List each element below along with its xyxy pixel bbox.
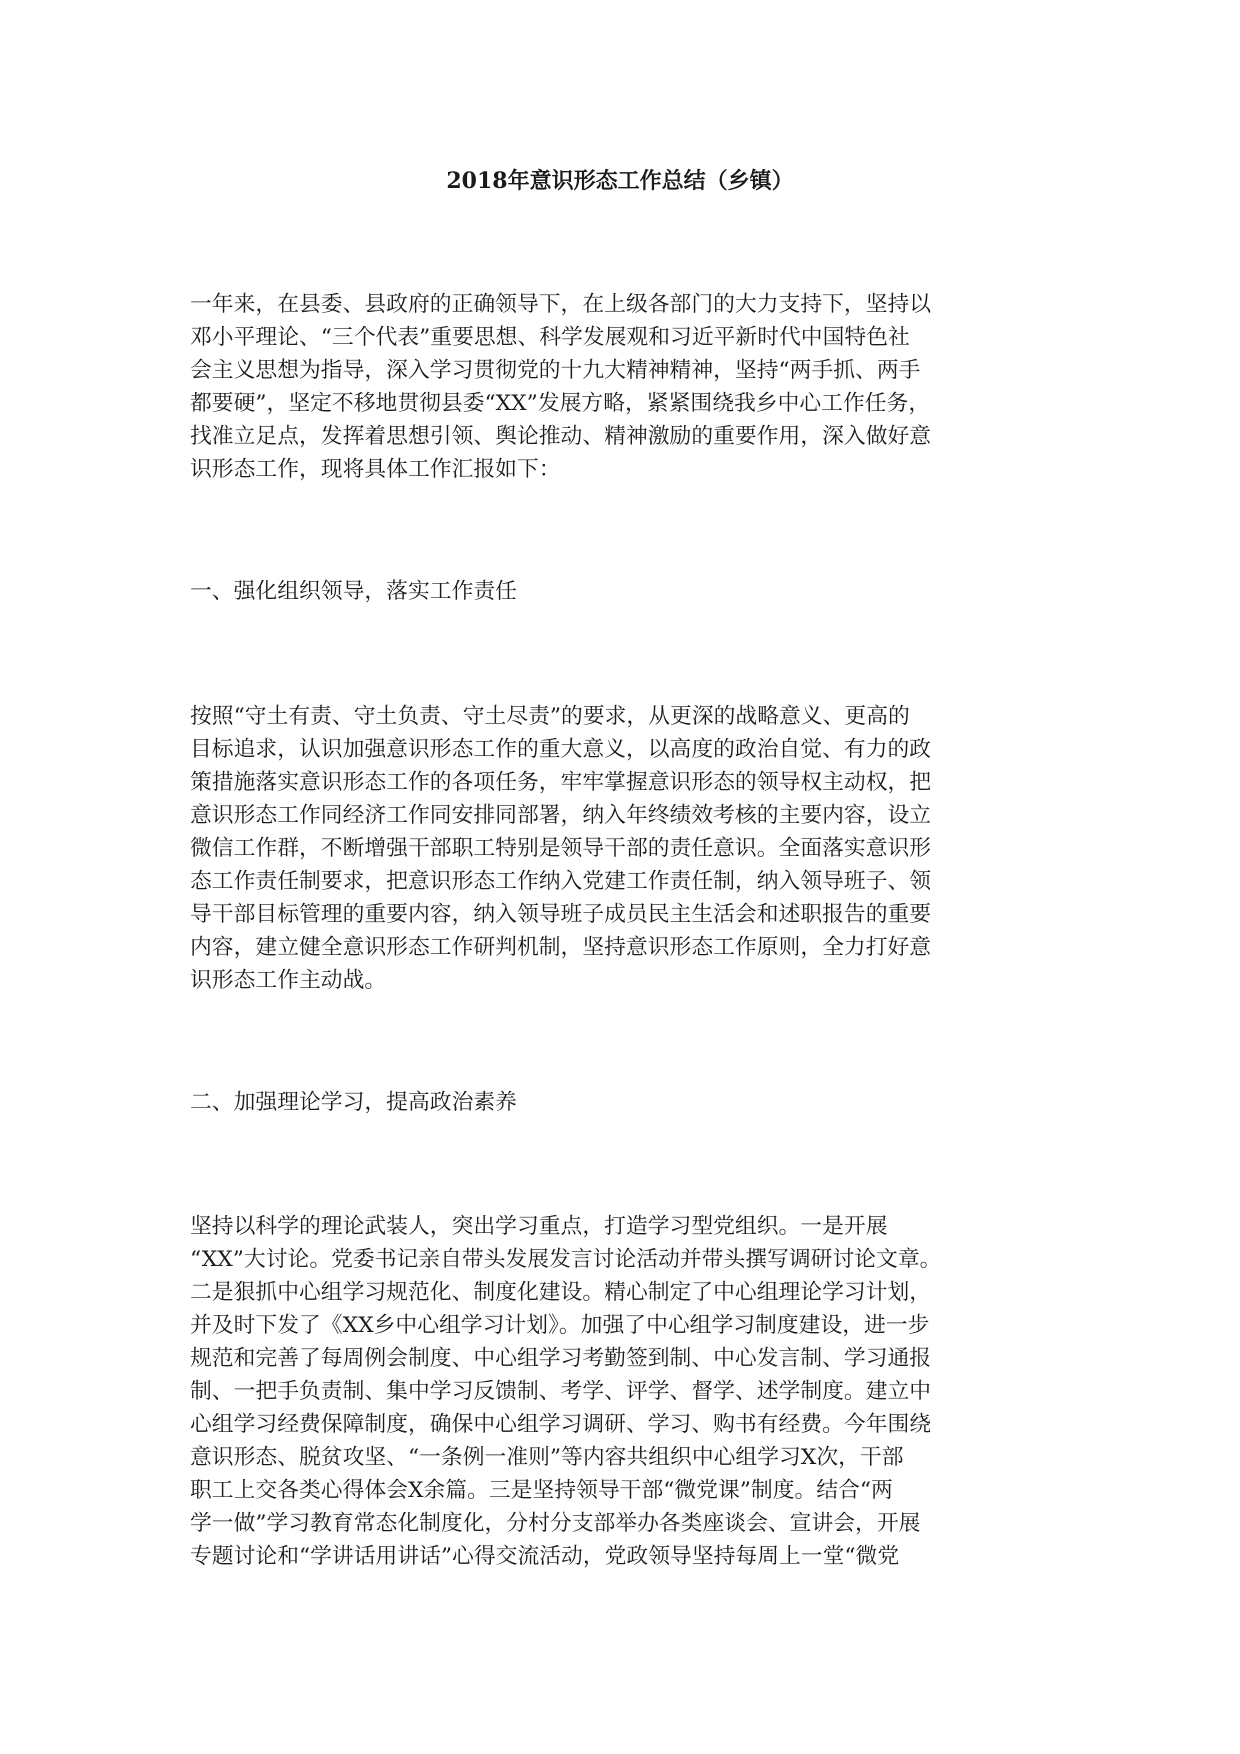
section1-line: 意识形态工作同经济工作同安排同部署，纳入年终绩效考核的主要内容，设立: [190, 803, 932, 828]
section1-line: 内容，建立健全意识形态工作研判机制，坚持意识形态工作原则，全力打好意: [190, 935, 932, 960]
section2-line: 职工上交各类心得体会X余篇。三是坚持领导干部“微党课”制度。结合“两: [190, 1478, 893, 1503]
document-title: 2018年意识形态工作总结（乡镇）: [446, 168, 794, 194]
section1-line: 目标追求，认识加强意识形态工作的重大意义，以高度的政治自觉、有力的政: [190, 737, 932, 762]
section1-paragraph: [190, 700, 1070, 997]
intro-paragraph: [190, 288, 1070, 486]
intro-line: 会主义思想为指导，深入学习贯彻党的十九大精神精神，坚持“两手抓、两手: [190, 358, 921, 383]
section1-line: 微信工作群，不断增强干部职工特别是领导干部的责任意识。全面落实意识形: [190, 836, 932, 861]
section-heading-1: 一、强化组织领导，落实工作责任: [190, 579, 517, 604]
section2-line: 专题讨论和“学讲话用讲话”心得交流活动，党政领导坚持每周上一堂“微党: [190, 1544, 900, 1569]
section1-line: 策措施落实意识形态工作的各项任务，牢牢掌握意识形态的领导权主动权，把: [190, 770, 932, 795]
section2-paragraph: [190, 1210, 1070, 1573]
section2-line: 并及时下发了《XX乡中心组学习计划》。加强了中心组学习制度建设，进一步: [190, 1313, 930, 1338]
intro-line: 都要硬”，坚定不移地贯彻县委“XX”发展方略，紧紧围绕我乡中心工作任务，: [190, 391, 931, 416]
section2-line: 规范和完善了每周例会制度、中心组学习考勤签到制、中心发言制、学习通报: [190, 1346, 932, 1371]
section2-line: 制、一把手负责制、集中学习反馈制、考学、评学、督学、述学制度。建立中: [190, 1379, 932, 1404]
intro-line: 邓小平理论、“三个代表”重要思想、科学发展观和习近平新时代中国特色社: [190, 325, 910, 350]
section1-line: 识形态工作主动战。: [190, 968, 387, 993]
section-heading-2: 二、加强理论学习，提高政治素养: [190, 1090, 517, 1115]
section2-line: “XX”大讨论。党委书记亲自带头发展发言讨论活动并带头撰写调研讨论文章。: [190, 1247, 942, 1272]
section1-line: 按照“守土有责、守土负责、守土尽责”的要求，从更深的战略意义、更高的: [190, 704, 910, 729]
section2-line: 坚持以科学的理论武装人，突出学习重点，打造学习型党组织。一是开展: [190, 1214, 888, 1239]
section1-line: 态工作责任制要求，把意识形态工作纳入党建工作责任制，纳入领导班子、领: [190, 869, 932, 894]
intro-line: 识形态工作，现将具体工作汇报如下：: [190, 457, 561, 482]
section2-line: 学一做”学习教育常态化制度化，分村分支部举办各类座谈会、宣讲会，开展: [190, 1511, 921, 1536]
section1-line: 导干部目标管理的重要内容，纳入领导班子成员民主生活会和述职报告的重要: [190, 902, 932, 927]
section2-line: 心组学习经费保障制度，确保中心组学习调研、学习、购书有经费。今年围绕: [190, 1412, 932, 1437]
intro-line: 一年来，在县委、县政府的正确领导下，在上级各部门的大力支持下，坚持以: [190, 292, 932, 317]
section2-line: 二是狠抓中心组学习规范化、制度化建设。精心制定了中心组理论学习计划，: [190, 1280, 932, 1305]
intro-line: 找准立足点，发挥着思想引领、舆论推动、精神激励的重要作用，深入做好意: [190, 424, 932, 449]
section2-line: 意识形态、脱贫攻坚、“一条例一准则”等内容共组织中心组学习X次，干部: [190, 1445, 904, 1470]
